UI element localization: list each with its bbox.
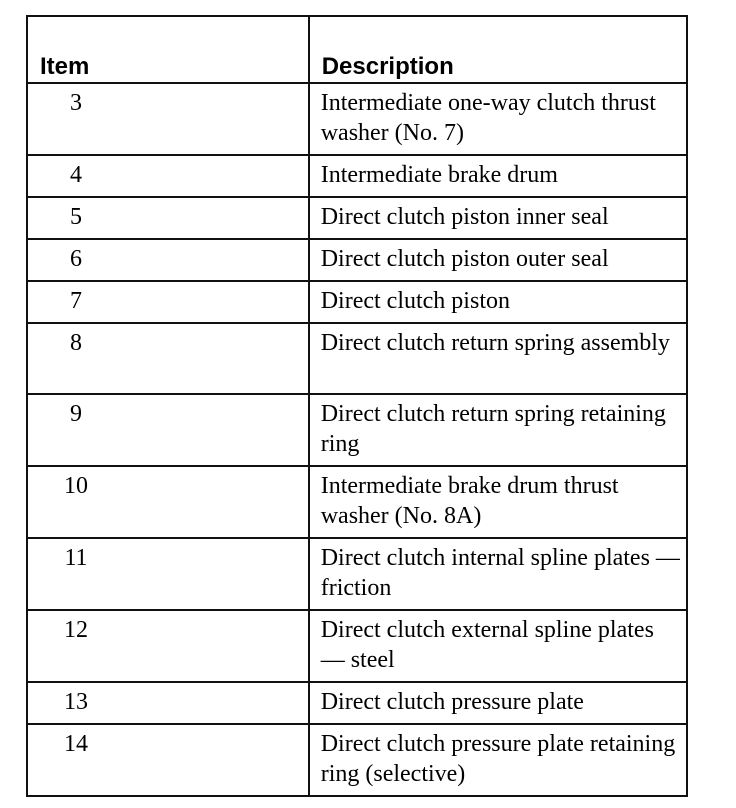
item-cell (27, 239, 309, 281)
description-cell: Direct clutch pressure plate (309, 682, 687, 724)
table-row (27, 323, 687, 394)
item-cell (27, 323, 309, 394)
table-row (27, 155, 687, 197)
item-number: 9 (70, 401, 82, 427)
table-row (27, 197, 687, 239)
table-row (27, 724, 687, 796)
item-number: 11 (64, 545, 88, 571)
item-cell (27, 155, 309, 197)
item-cell (27, 682, 309, 724)
table-row (27, 466, 687, 538)
table-header (27, 16, 687, 83)
item-number: 5 (70, 204, 82, 230)
description-cell: Direct clutch return spring retaining ring (309, 394, 687, 466)
item-number: 3 (70, 90, 82, 116)
table-row (27, 394, 687, 466)
table-row (27, 610, 687, 682)
description-cell: Direct clutch external spline plates — steel (309, 610, 687, 682)
item-number: 8 (70, 330, 82, 356)
item-cell (27, 197, 309, 239)
item-number: 14 (64, 731, 88, 757)
table-row (27, 682, 687, 724)
description-cell: Direct clutch pressure plate retaining ring (selective) (309, 724, 687, 796)
table-row (27, 281, 687, 323)
table-row (27, 83, 687, 155)
table-row (27, 239, 687, 281)
description-cell: Intermediate brake drum thrust washer (No. 8A) (309, 466, 687, 538)
item-number: 13 (64, 689, 88, 715)
description-cell: Direct clutch piston (309, 281, 687, 323)
item-number: 7 (70, 288, 82, 314)
item-number: 6 (70, 246, 82, 272)
table-body (27, 83, 687, 796)
item-number: 4 (70, 162, 82, 188)
description-cell: Intermediate brake drum (309, 155, 687, 197)
item-cell (27, 466, 309, 538)
table-row (27, 538, 687, 610)
item-number: 12 (64, 617, 88, 643)
item-cell (27, 394, 309, 466)
item-column-header: Item (27, 16, 309, 83)
item-cell (27, 83, 309, 155)
item-cell (27, 610, 309, 682)
parts-table (26, 15, 688, 797)
item-cell (27, 724, 309, 796)
item-cell (27, 538, 309, 610)
description-cell: Direct clutch internal spline plates — friction (309, 538, 687, 610)
description-column-header: Description (309, 16, 687, 83)
description-cell: Direct clutch piston outer seal (309, 239, 687, 281)
item-cell (27, 281, 309, 323)
description-cell: Intermediate one-way clutch thrust washer (No. 7) (309, 83, 687, 155)
description-cell: Direct clutch return spring assembly (309, 323, 687, 394)
header-row (27, 16, 687, 83)
description-cell: Direct clutch piston inner seal (309, 197, 687, 239)
item-number: 10 (64, 473, 88, 499)
